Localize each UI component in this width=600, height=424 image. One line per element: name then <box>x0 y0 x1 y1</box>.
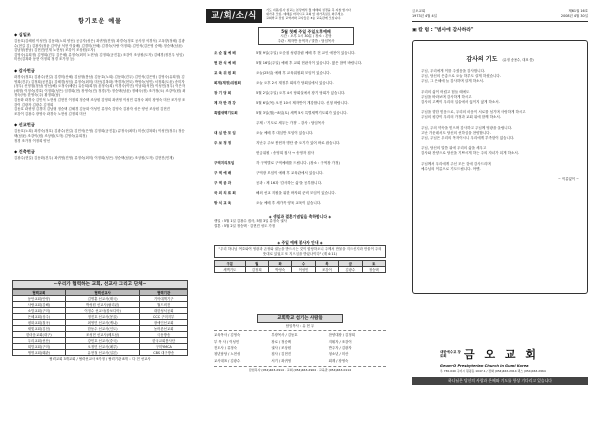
service-cell: 김광수 <box>339 267 362 273</box>
staff-cell: 교육목사 / 김영숙 <box>214 333 241 338</box>
staff-cell: 청년담당 / 노현성 <box>214 352 241 357</box>
prayer-paragraph: 주님, 주의 약속을 믿으며 감사하고 주님께 영광을 올립니다. 고난 가운데서도 당신의 선하심을 찬양합니다. 주님, 주님은 우리의 목자이시니 우리에게 부족함이 없습니다. <box>421 125 515 141</box>
notice-value: 5월 6일(목) 오전 10시 제자반이 개강합니다. 신청 바랍니다. <box>256 101 349 105</box>
notice-value: 헌금위원 : 송영희 집사 → 송영자 집사 <box>256 151 315 155</box>
notice-key: 국 외 치 료 회 <box>214 191 236 195</box>
partners-cell: CCC 구미지부 <box>140 314 188 320</box>
prayer-paragraph: 주님, 당신의 말씀 위에 우리의 삶을 세우고 감사와 찬양으로 당신을 기쁘시게 하는 주의 자녀가 되게 하소서. <box>421 146 519 156</box>
notice-value: 공과 : 제 16과 '감사하는 삶'을 공부합니다. <box>256 181 323 185</box>
partners-cell: 한마음교회(대구) <box>13 332 66 338</box>
partners-cell: 은혜교회(상주) <box>13 314 66 320</box>
bottom-banner: 하나님은 당신의 사랑과 은혜와 기도를 항상 기다리고 있습니다 <box>412 377 588 385</box>
news-top-note: 기도 지원/봉사 설교는 본당에서 월 예배의 성경을 꼭 지참 합시다 새가족 모임, 예배를 마치시고 교회 앞 새가족실로 와주세요. 교회학교 전임 교역자와 교사들은 3층 교육관에 모입니다. <box>266 8 351 21</box>
partners-cell: 대한성서공회 <box>140 308 188 314</box>
service-cell: 조강이 <box>315 267 338 273</box>
service-header-cell: 구분 <box>215 261 246 267</box>
partners-row <box>13 320 188 326</box>
partners-row <box>13 332 188 338</box>
staff-divider <box>214 366 386 367</box>
staff-cell: 반주자 / 김광자 <box>328 346 352 351</box>
offering-title: 항기로운 예물 <box>78 18 122 25</box>
partners-cell: 한동수 선교사(인도) <box>65 326 140 332</box>
prayer-author: (유정 송용수, 대표 씀) <box>502 58 534 62</box>
notice-item <box>214 188 394 198</box>
partners-row <box>13 338 188 344</box>
notice-item <box>214 158 394 168</box>
prayer-heading <box>421 46 579 65</box>
service-cell: 새벽기도 <box>215 267 246 273</box>
prayer-signature: ~ 이름없이 ~ <box>558 177 579 182</box>
partners-cell: 이정수 선교사(캄보디아) <box>65 308 140 314</box>
thanks-line: 김동화 곽경숙 김민석 노현성 김현진 이정희 정승택 조상원 김영희 곽귀영 이성민 류정숙 최미 장영숙 미산 조가정 조강이 김광자 김광수 김정희 <box>14 97 186 107</box>
notice-value: 오늘 오후 2시 재정부 회의가 당회실에서 있습니다. <box>256 81 334 85</box>
staff-cell: 교사대표 / 김광수 <box>214 358 241 363</box>
staff-cell: 전도사 / 류정숙 <box>214 346 237 351</box>
notice-item <box>214 48 394 58</box>
staff-cell: 부장목사 / 김동호 <box>271 333 298 338</box>
service-cell: 정승택 <box>362 267 385 273</box>
partners-cell: 오정민 선교사(페루) <box>65 344 140 350</box>
notice-value: 5월 9일(주일) 오순절 성령강림 예배 후 전 교인 애찬이 있습니다. <box>256 51 356 55</box>
notice-key: 회계(재정)위원회 <box>214 81 241 85</box>
partners-cell: 최영민 선교사(케냐) <box>65 320 140 326</box>
partners-row <box>13 302 188 308</box>
notice-key: 구역지리모임 <box>214 161 235 165</box>
notice-item <box>214 68 394 78</box>
service-header-cell: 수 <box>292 261 315 267</box>
partners-footer: 협력교회 3개교회 / 협력선교사 9가정 / 협력기관 8개 ∴ 다 전 선교사 <box>49 357 151 361</box>
staff-block <box>214 314 386 372</box>
prayer-paragraph: 우리의 삶이 어렵고 힘들 때에도 주님을 바라보며 감사하게 하시고 감사의 고백이 우리의 입술에서 끊이지 않게 하소서. <box>421 89 500 105</box>
notice-item <box>214 168 394 178</box>
partners-table <box>12 289 188 356</box>
notice-key: 오 순 절 예 배 <box>214 51 236 55</box>
cover-column <box>400 0 600 424</box>
service-cell: 이성민 <box>292 267 315 273</box>
offering-column <box>0 0 200 424</box>
staff-cell: 찬양대장 / 김정희 <box>328 333 355 338</box>
notice-key: 장 기 당 회 <box>214 91 232 95</box>
partners-cell: 농어촌선교회 <box>140 326 188 332</box>
staff-cell: 권사 / 조상원 <box>271 346 292 351</box>
service-header-cell: 목 <box>315 261 338 267</box>
thanks-heading: ◆ 감사헌금 <box>14 67 35 73</box>
worship-block <box>214 240 386 273</box>
notice-item <box>214 138 394 148</box>
service-row <box>215 267 386 273</box>
notice-item <box>214 178 394 188</box>
afternoon-service-box <box>258 27 354 45</box>
partners-cell: 강민호 선교사(중국) <box>65 338 140 344</box>
notice-item <box>214 118 394 128</box>
notice-value: 오늘 예배 후 대심반 모임이 있습니다. <box>256 131 314 135</box>
prayer-box <box>412 40 588 294</box>
prayer-paragraph: 주님을 향한 믿음으로, 우리의 마음이 서로를 섬기며 사랑하게 하시고 주님의 평강이 우리의 가정과 교회 위에 함께 하소서. <box>421 110 526 120</box>
partners-table-block <box>12 280 188 362</box>
birthday-block <box>214 214 386 228</box>
notice-item <box>214 88 394 98</box>
notice-key: 대 심 반 모 임 <box>214 131 236 135</box>
partners-cell: 조성현 선교사(베트남) <box>65 332 140 338</box>
service-cell: 박영숙 <box>268 267 291 273</box>
partners-header: 협력교회 <box>13 290 66 296</box>
notice-value: 5월 16일(주일) 예배 후 교회 현판식이 있습니다. 많은 참여 바랍니다. <box>256 61 363 65</box>
staff-cell: 장로 / 정승택 <box>271 339 292 344</box>
thanks-line: 김동호 곽귀영 김경미 김남형 정승택 김혜경 김동화 이성민 류정숙 김영숙 김광자 성은 양선 조상원 김현진 <box>14 107 170 112</box>
staff-footer: 담임목사 (054)463-2914 · 교회 (054)463-2964 · 교육관 (054)463-0114 <box>248 367 352 372</box>
church-denomination: 대한예수교 장로회 <box>440 350 461 358</box>
partners-cell: 구미YMCA <box>140 344 188 350</box>
staff-divider <box>214 330 386 331</box>
staff-cell: 부 목 사 / 이성민 <box>214 339 240 344</box>
building-line: 김광수(현길) 김동화(건우) 곽귀영(진영) 류정숙(최미) 이정희(성은) 정승택(남윤) 조상원(도자) 김현진(민재) <box>14 156 174 161</box>
notice-list <box>214 48 394 208</box>
worship-verse-box: "우리 하나님 여호와여 영광과 존귀와 권능을 받으시는 것이 합당하오니 주께서 만물을 지으신지라 만물이 주의 뜻대로 있었고 또 지으심을 받았나이다" (계 4:11) <box>214 245 386 258</box>
staff-cell: 회계 / 장영숙 <box>328 358 349 363</box>
partners-cell: 기아대책기구 <box>140 296 188 302</box>
service-header-cell: 금 <box>339 261 362 267</box>
offering-sections <box>14 28 186 161</box>
notice-key: 교 육 위 원 회 <box>214 71 236 75</box>
prayer-title: 감사의 기도 <box>466 56 498 63</box>
birthday-line: 결혼 : 5월 2일 정승택 · 김현진 성도 가정 <box>214 223 276 228</box>
notice-key <box>214 148 256 158</box>
notice-value: 각 구역별로 구역예배를 드립니다. (장소 : 구역장 가정) <box>256 161 340 165</box>
partners-cell: 평화교회(칠곡) <box>13 320 66 326</box>
staff-cell: 청소년 / 미산 <box>328 352 349 357</box>
prayer-paragraph: 주님, 우리에게 이를 주셨음을 감사합니다. 주님, 당신의 은총으로 오늘 하루도 살게 하셨습니다. 주님, 그 은혜에 늘 감사하며 살게 하소서. <box>421 69 501 84</box>
partners-cell: 김명훈 선교사(태국) <box>65 296 140 302</box>
notice-key: 제 자 반 개 강 <box>214 101 236 105</box>
partners-row <box>13 308 188 314</box>
partners-cell: 장애인선교회 <box>140 320 188 326</box>
partners-cell: 우리교회(선산) <box>13 338 66 344</box>
notice-value: 5월 2일(주일) 오후 4시 당회실에서 장기 당회가 있습니다. <box>256 91 346 95</box>
afternoon-service-time: 시간 : 오후 1시 30분 / 장소 : 본당 <box>280 34 332 38</box>
staff-title: 교회학교 섬기는 사람들 <box>257 314 343 323</box>
issue-left: 금오교회 1973년 4월 4일 <box>412 9 437 18</box>
building-heading: ◆ 건축헌금 <box>14 149 35 155</box>
staff-cell: 집사 / 김현진 <box>271 352 292 357</box>
partners-row <box>13 314 188 320</box>
tithe-line: 김동호(김혜원 이성민) 김동화(노희 양선) 공금자(성은) 곽귀영(진영) 곽경숙(정호 공사정 석경석) 고옥향(정혜) 김광수(현길 김) 김광자(정윤 김이남 석현 이율배) 김경미(산혜) 김경숙(사랑 이정희) 김민석(김은영 승택) 정승택(남윤) 김남형(봉남) 김현진(민재 노현성) 조강이 조상원(도자) <box>14 39 185 53</box>
notice-key: 구 역 공 과 <box>214 181 232 185</box>
afternoon-service-title: 5월 첫째 주일 주일오후예배 <box>281 29 331 34</box>
partners-caption: ~우리가 협력하는 교회, 선교사 그리고 단체~ <box>12 280 188 289</box>
staff-subtitle: 담임목사 : 유 현 우 <box>285 324 315 328</box>
staff-cell: 지휘자 / 조강이 <box>328 339 352 344</box>
partners-cell: 월드비전 <box>140 302 188 308</box>
service-header-cell: 토 <box>362 261 385 267</box>
church-name-row <box>440 346 580 362</box>
notice-key: 현 판 식 예 배 <box>214 61 236 65</box>
notice-value: 주제 : '기도로 세우는 가정' - 강사 : 담임목사 <box>256 121 325 125</box>
notice-value: 해외 선교 지원을 위한 바자회 준비 모임이 있습니다. <box>256 191 336 195</box>
notice-key: 구 역 예 배 <box>214 171 232 175</box>
header-rule <box>412 21 588 22</box>
partners-cell: 유현철 선교사(일본) <box>65 350 140 356</box>
service-cell: 김정희 <box>245 267 268 273</box>
notice-value: 오늘(25일) 예배 후 교육위원회 모임이 있습니다. <box>256 71 331 75</box>
thanks-line: 곽경숙(정호) 김광수(현길) 김경미(산혜) 김남형(봉남) 김동호(노희) 김동화(건우) 김민석(김은영) 김영숙(유희정) 김영희(건우) 김정희(공진흥) 김혜경(성임) 류정숙(최미) 미산(김복화) 박경자(현모) 박영숙(성민) 서정희(도윤) 송미자(정우) 신영철(정남) 양선(해) 오정숙(혜란) 유승희(희정) 윤정숙(희) 이경숙(이민) 이남희(석현) 이성민(정우) 이은자(혜정) 이정숙(경호) 이정희(성은) 임경희(현) 장영숙(진) 정경(가) 정승택(남윤) 정혜숙(정) 조가정(오) 조강이(원) 최정숙(아) 한영숙(주) 황정희(남) <box>14 74 186 98</box>
notice-item <box>214 148 394 158</box>
notice-value: 지난주 주보 봉헌자 명단 중 오기가 있어 바로 잡습니다. <box>256 141 341 145</box>
church-identity <box>440 346 580 373</box>
partners-table-body <box>13 296 188 356</box>
tithe-heading: ◆ 십일조 <box>14 32 31 37</box>
afternoon-service-host: 주관 : 제자반 동역자 / 말씀 : 담임목사 <box>277 38 335 43</box>
partners-cell: 사랑교회(김해) <box>13 302 66 308</box>
service-header-cell: 화 <box>268 261 291 267</box>
partners-cell: 한국교회봉사단 <box>140 338 188 344</box>
notice-item <box>214 108 394 118</box>
partners-cell: 극동방송 <box>140 332 188 338</box>
partners-header: 협력기관 <box>140 290 188 296</box>
partners-cell: 소망교회(구미) <box>13 308 66 314</box>
thanks-line: 조강이 김광수 장영숙 곽경숙 노현성 김정희 미산 <box>14 111 86 116</box>
staff-cell: 서기 / 곽귀영 <box>271 358 292 363</box>
notice-item <box>214 98 394 108</box>
partners-cell: 새빛교회(김천) <box>13 326 66 332</box>
partners-cell: 동안교회(안양) <box>13 296 66 302</box>
birthday-line: 생일 : 5월 1일 김광수 집사, 5월 3일 류정숙 권사 <box>214 219 287 223</box>
notice-item <box>214 58 394 68</box>
news-column <box>200 0 400 424</box>
partners-cell: 정진호 선교사(몽골) <box>65 314 140 320</box>
worship-title: ◈ 주일 예배 봉사자 안내 ◈ <box>277 240 323 245</box>
church-name: 금 오 교 회 <box>464 348 539 361</box>
notice-key: 방 식 교 육 <box>214 201 232 205</box>
partners-cell: 희망교회(구미) <box>13 344 66 350</box>
mission-offering-line: 정경 조가정 이정희 양선 <box>14 138 50 143</box>
notice-key: 특별새벽기도회 <box>214 111 238 115</box>
church-english-name: Geum-O Presbyterian Church in Gumi Korea <box>440 364 529 368</box>
notice-key: 주 보 정 정 <box>214 141 232 145</box>
notice-item <box>214 78 394 88</box>
staff-table <box>214 332 386 364</box>
partners-cell: 박성원 선교사(필리핀) <box>65 302 140 308</box>
notice-key <box>214 118 256 128</box>
birthday-title: ◈ 생일과 결혼기념일을 축하합니다 ◈ <box>268 214 332 219</box>
partners-cell: CBS 대구방송 <box>140 350 188 356</box>
mission-offering-line: 김동호(노희) 곽경숙(정호) 김광수(현길) 김민석(은영) 김정희(공진흥) 류정숙(최미) 미산(김복화) 이성민(정우) 정승택(남윤) 조강이(원) 조상원(도자) 김영숙(유희정) <box>14 129 185 138</box>
issue-right: 제61권 16호 2008년 4월 30일 <box>560 9 588 18</box>
notice-item <box>214 198 394 208</box>
prayer-paragraph: 주님께서 우리에게 주신 모든 것에 감사드리며 예수님의 이름으로 기도드립니다. 아멘. <box>421 161 491 171</box>
partners-row <box>13 326 188 332</box>
notice-value: 오늘 예배 후 새가족 양육 교육이 있습니다. <box>256 201 322 205</box>
tithe-line: 김영숙(유희정) 김영희(건우 김은혜) 류정숙(최미 노현성) 김정희(공진흥) 조강이 조상원(도자) 김혜경(정건우 성임) 미산(김복화 동현 이정희 정경 조가정 등) <box>14 52 184 62</box>
partners-row <box>13 344 188 350</box>
column-title: ▣ 칼 럼 : "범사에 감사하라" <box>412 28 474 33</box>
partners-row <box>13 350 188 356</box>
notice-value: 5월 3일(월)~8일(토) 새벽 5시 특별새벽기도회가 있습니다. <box>256 111 348 115</box>
church-address: 우 730-040 구미시 원평동 1047-1 / 전화 (054)463-2914 팩스 (054)463-2964 <box>440 368 546 373</box>
service-table <box>214 260 386 273</box>
partners-row <box>13 296 188 302</box>
notice-value: 구역장 모임이 예배 후 교육관에서 있습니다. <box>256 171 324 175</box>
news-title: 교/회/소/식 <box>206 9 262 23</box>
mission-offering-heading: ◆ 선교헌금 <box>14 122 35 128</box>
staff-row <box>214 357 386 363</box>
partners-cell: 생명교회(왜관) <box>13 350 66 356</box>
notice-item <box>214 128 394 138</box>
service-header-cell: 월 <box>245 261 268 267</box>
prayer-body <box>421 69 579 172</box>
partners-header: 협력선교사 <box>65 290 140 296</box>
